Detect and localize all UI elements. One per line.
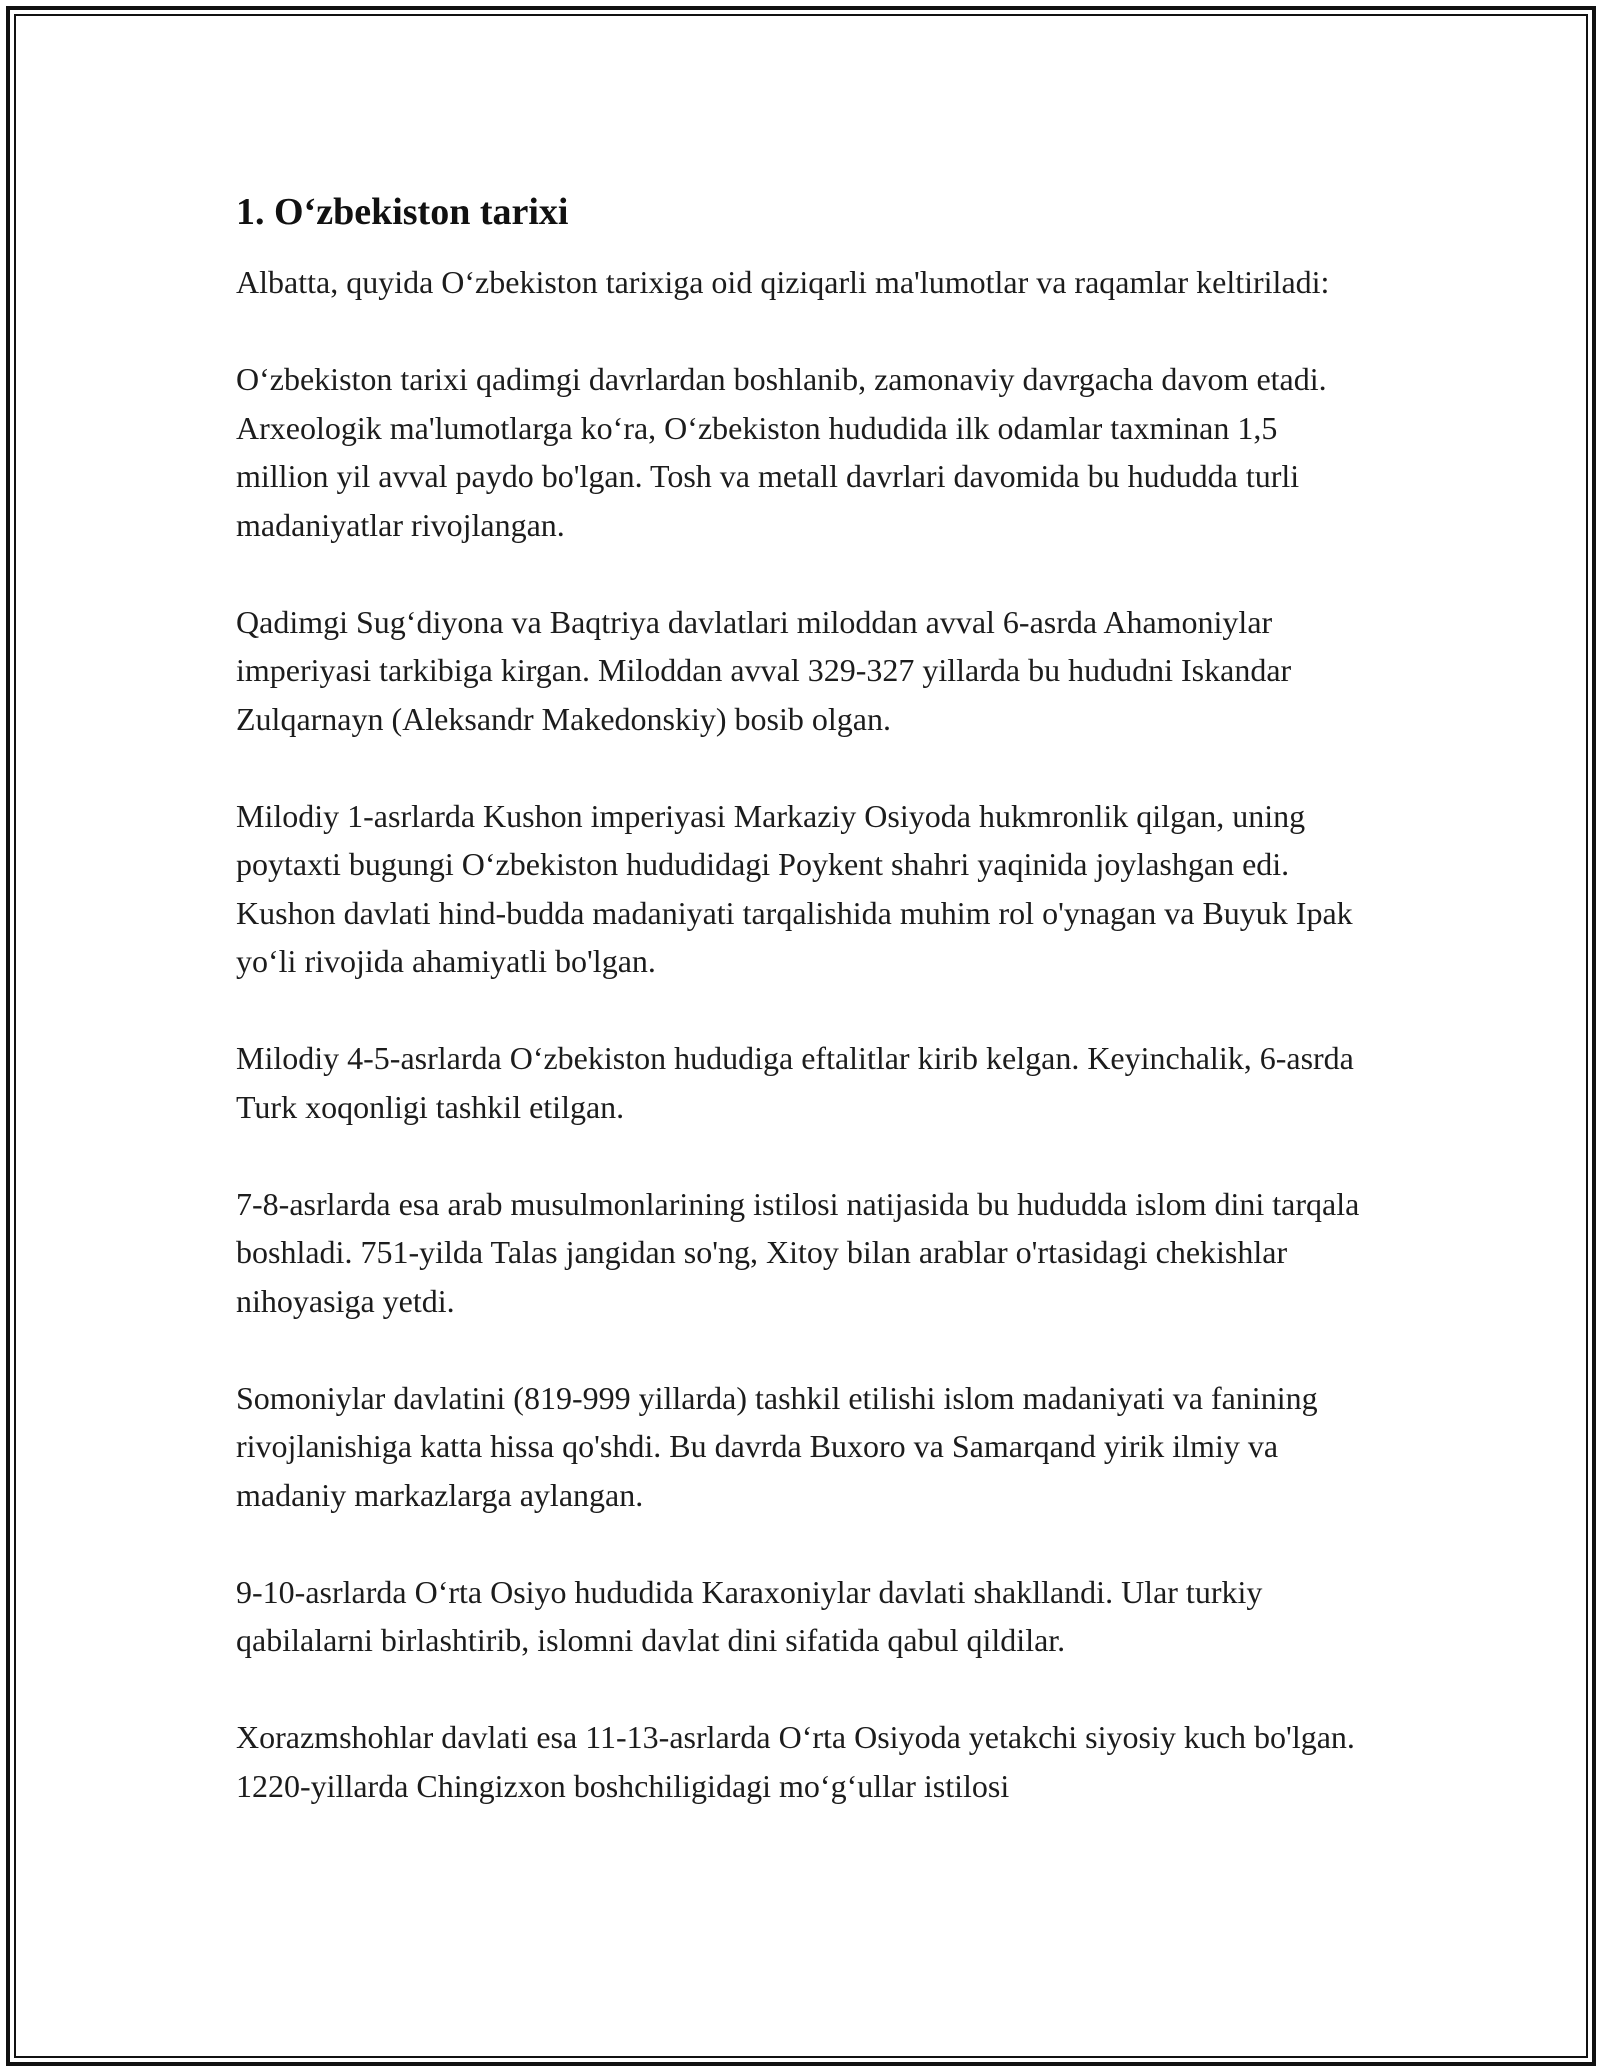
paragraph-arab-conquest: 7-8-asrlarda esa arab musulmonlarining istilosi natijasida bu hududda islom dini tarqala boshladi. 751-yilda Talas jangidan so'ng, Xitoy bilan arablar o'rtasidagi chekishlar nihoyasiga yetdi. <box>236 1185 1360 1319</box>
paragraph-ancient-history: O‘zbekiston tarixi qadimgi davrlardan boshlanib, zamonaviy davrgacha davom etadi. Arxeologik ma'lumotlarga ko‘ra, O‘zbekiston hududida ilk odamlar taxminan 1,5 million yil avval paydo bo'lgan. Tosh va metall davrlari davomida bu hududda turli madaniyatlar rivojlangan. <box>236 361 1327 543</box>
section-heading: 1. O‘zbekiston tarixi <box>236 191 569 233</box>
paragraph-intro: Albatta, quyida O‘zbekiston tarixiga oid qiziqarli ma'lumotlar va raqamlar keltiriladi: <box>236 264 1330 300</box>
paragraph-sogdiana-bactria: Qadimgi Sug‘diyona va Baqtriya davlatlari miloddan avval 6-asrda Ahamoniylar imperiyasi tarkibiga kirgan. Miloddan avval 329-327 yillarda bu hududni Iskandar Zulqarnayn (Aleksandr Makedonskiy) bosib olgan. <box>236 603 1292 737</box>
paragraph-karakhanids: 9-10-asrlarda O‘rta Osiyo hududida Karaxoniylar davlati shakllandi. Ular turkiy qabilalarni birlashtirib, islomni davlat dini sifatida qabul qildilar. <box>236 1573 1263 1658</box>
paragraph-kushan-empire: Milodiy 1-asrlarda Kushon imperiyasi Markaziy Osiyoda hukmronlik qilgan, uning poytaxti bugungi O‘zbekiston hududidagi Poykent shahri yaqinida joylashgan edi. Kushon davlati hind-budda madaniyati tarqalishida muhim rol o'ynagan va Buyuk Ipak yo‘li rivojida ahamiyatli bo'lgan. <box>236 797 1353 979</box>
paragraph-samanids: Somoniylar davlatini (819-999 yillarda) tashkil etilishi islom madaniyati va fanining rivojlanishiga katta hissa qo'shdi. Bu davrda Buxoro va Samarqand yirik ilmiy va madaniy markazlarga aylangan. <box>236 1379 1318 1513</box>
document-body <box>236 188 1366 1859</box>
paragraph-khwarazmshahs: Xorazmshohlar davlati esa 11-13-asrlarda O‘rta Osiyoda yetakchi siyosiy kuch bo'lgan. 1220-yillarda Chingizxon boshchiligidagi mo‘g‘ullar istilosi <box>236 1719 1355 1804</box>
paragraph-hephthalites: Milodiy 4-5-asrlarda O‘zbekiston hududiga eftalitlar kirib kelgan. Keyinchalik, 6-asrda Turk xoqonligi tashkil etilgan. <box>236 1040 1354 1125</box>
